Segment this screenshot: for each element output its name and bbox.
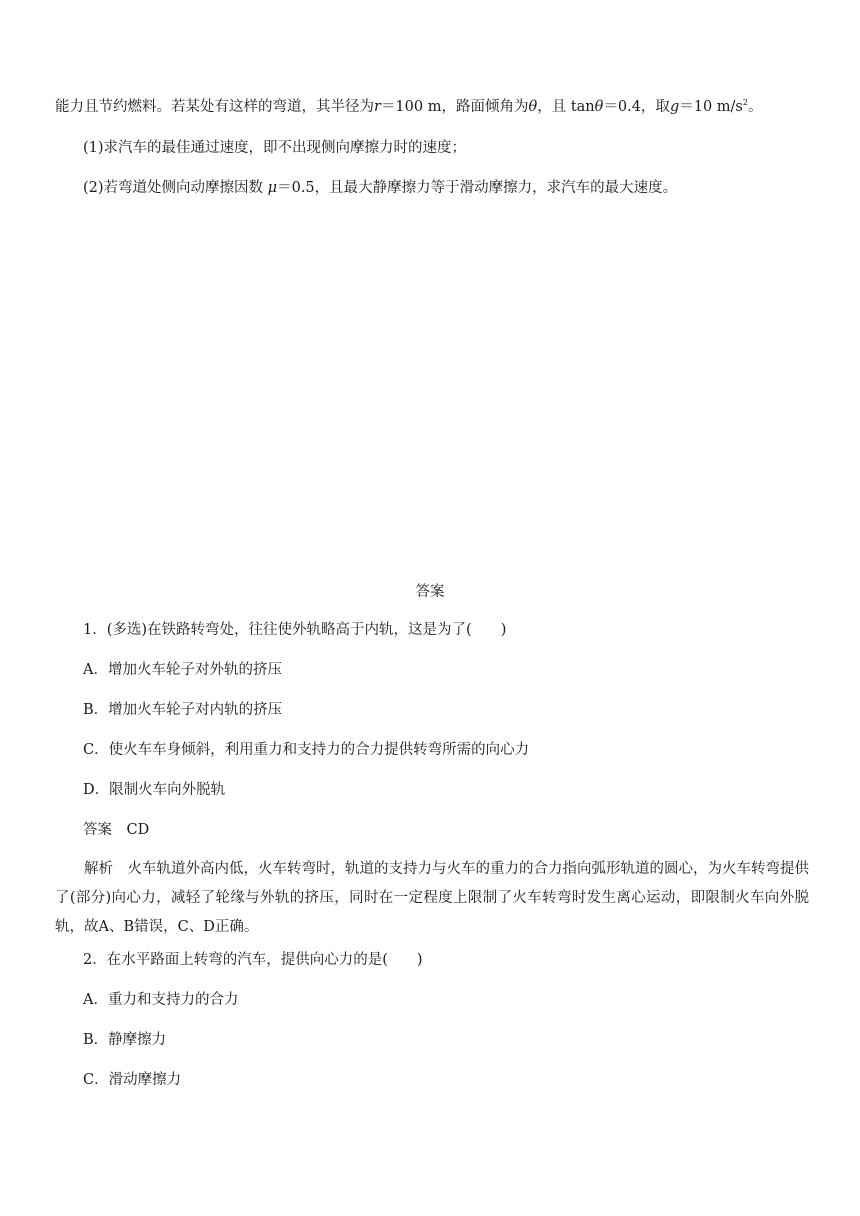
friction-coefficient-variable: μ [267,180,278,196]
radius-value: ＝100 m，路面倾角为 [380,99,529,115]
question-1-analysis: 解析 火车轨道外高内低，火车转弯时，轨道的支持力与火车的重力的合力指向弧形轨道的圆心，为火车转弯提供了(部分)向心力，减轻了轮缘与外轨的挤压，同时在一定程度上限制了火车转弯时发生离心运动，即限制火车向外脱轨，故A、B错误，C、D正确。 [55,861,809,935]
gravity-exponent: 2 [742,98,748,107]
angle-variable: θ [594,99,604,115]
question-1-option-a: A．增加火车轮子对外轨的挤压 [83,662,282,678]
sub-question-2-text: (2)若弯道处侧向动摩擦因数 [83,180,264,196]
question-1-option-c: C．使火车车身倾斜，利用重力和支持力的合力提供转弯所需的向心力 [83,742,530,758]
problem-text: 能力且节约燃料。若某处有这样的弯道，其半径为 [55,99,374,115]
sub-question-1: (1)求汽车的最佳通过速度，即不出现侧向摩擦力时的速度； [83,140,467,156]
angle-variable: θ [528,99,538,115]
sub-question-2-text-end: ＝0.5，且最大静摩擦力等于滑动摩擦力，求汽车的最大速度。 [277,180,678,196]
question-2-option-b: B．静摩擦力 [83,1032,167,1048]
tan-value: ＝0.4，取 [603,99,670,115]
radius-variable: r [374,99,381,115]
answers-heading: 答案 [415,584,445,600]
question-1-stem: 1．(多选)在铁路转弯处，往往使外轨略高于内轨，这是为了( ) [83,622,507,638]
question-1-option-b: B．增加火车轮子对内轨的挤压 [83,702,283,718]
gravity-value: ＝10 m/s [679,99,743,115]
tan-text: ，且 tan [537,99,595,115]
question-1-answer: 答案 CD [83,822,150,838]
sentence-end: 。 [747,99,763,115]
question-2-stem: 2．在水平路面上转弯的汽车，提供向心力的是( ) [83,952,423,968]
sub-question-2 [83,178,677,198]
question-2-option-c: C．滑动摩擦力 [83,1072,182,1088]
question-1-option-d: D．限制火车向外脱轨 [83,782,226,798]
problem-statement-line [55,97,762,117]
gravity-variable: g [669,99,680,115]
question-2-option-a: A．重力和支持力的合力 [83,992,239,1008]
